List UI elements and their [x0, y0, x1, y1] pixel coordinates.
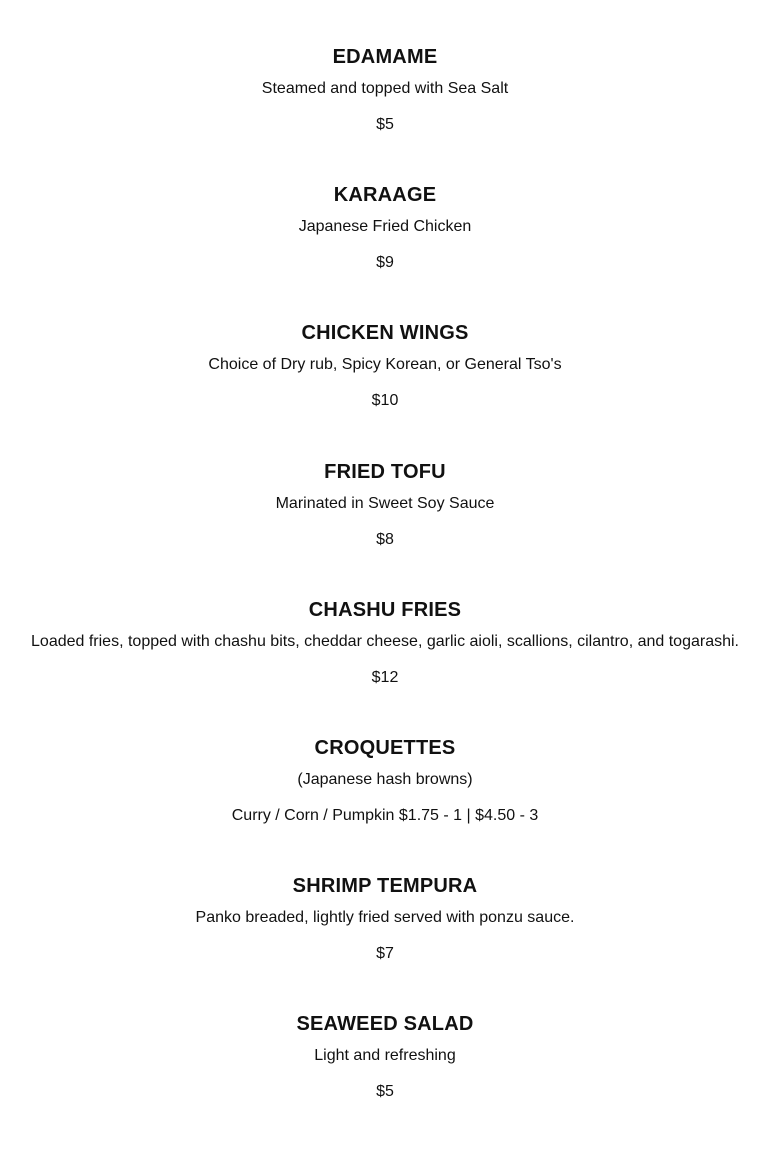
menu-item-description: Japanese Fried Chicken	[298, 218, 472, 235]
menu-item-price: $12	[371, 669, 399, 686]
menu-item-description: Light and refreshing	[314, 1047, 456, 1064]
menu-item-description: Panko breaded, lightly fried served with ponzu sauce.	[195, 909, 575, 926]
menu-item-description: (Japanese hash browns)	[297, 771, 473, 788]
menu-item-price: $5	[376, 116, 394, 133]
menu-item-description: Marinated in Sweet Soy Sauce	[275, 495, 495, 512]
menu-item-name: KARAAGE	[333, 184, 437, 206]
menu-item-name: CHICKEN WINGS	[301, 322, 469, 344]
menu-item-name: EDAMAME	[332, 46, 438, 68]
menu-item-price: Curry / Corn / Pumpkin $1.75 - 1 | $4.50 - 3	[231, 807, 539, 824]
menu-item-description: Steamed and topped with Sea Salt	[261, 80, 509, 97]
menu-item-name: CHASHU FRIES	[308, 599, 462, 621]
menu-item-name: FRIED TOFU	[324, 461, 446, 483]
menu-item-description: Loaded fries, topped with chashu bits, cheddar cheese, garlic aioli, scallions, cilantro, and togarashi.	[31, 633, 739, 650]
menu-item-price: $8	[376, 531, 394, 548]
menu-item-name: CROQUETTES	[314, 737, 456, 759]
menu-item-description: Choice of Dry rub, Spicy Korean, or General Tso's	[208, 356, 562, 373]
menu-item-price: $9	[376, 254, 394, 271]
menu-item-name: SHRIMP TEMPURA	[292, 875, 478, 897]
menu-item-price: $5	[376, 1083, 394, 1100]
menu-item-price: $10	[371, 392, 399, 409]
menu-item-price: $7	[376, 945, 394, 962]
menu-item-name: SEAWEED SALAD	[296, 1013, 474, 1035]
